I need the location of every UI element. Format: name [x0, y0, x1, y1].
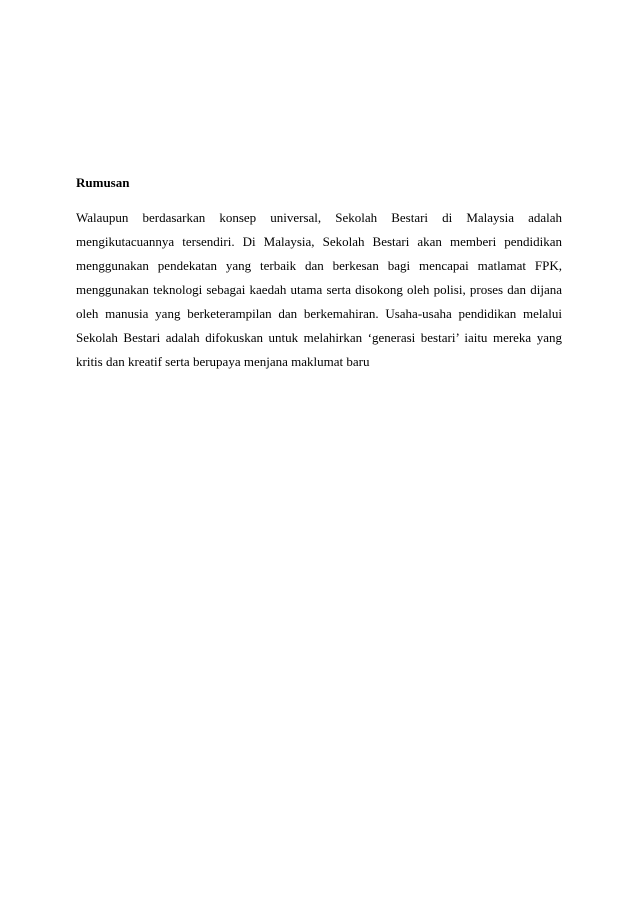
body-paragraph: Walaupun berdasarkan konsep universal, Sekolah Bestari di Malaysia adalah mengikutacuannya tersendiri. Di Malaysia, Sekolah Bestari akan memberi pendidikan menggunakan pendekatan yang terbaik dan berkesan bagi mencapai matlamat FPK, menggunakan teknologi sebagai kaedah utama serta disokong oleh polisi, proses dan dijana oleh manusia yang berketerampilan dan berkemahiran. Usaha-usaha pendidikan melalui Sekolah Bestari adalah difokuskan untuk melahirkan ‘generasi bestari’ iaitu mereka yang kritis dan kreatif serta berupaya menjana maklumat baru: [76, 210, 562, 369]
document-content: [76, 174, 562, 374]
section-heading: Rumusan: [76, 175, 130, 190]
